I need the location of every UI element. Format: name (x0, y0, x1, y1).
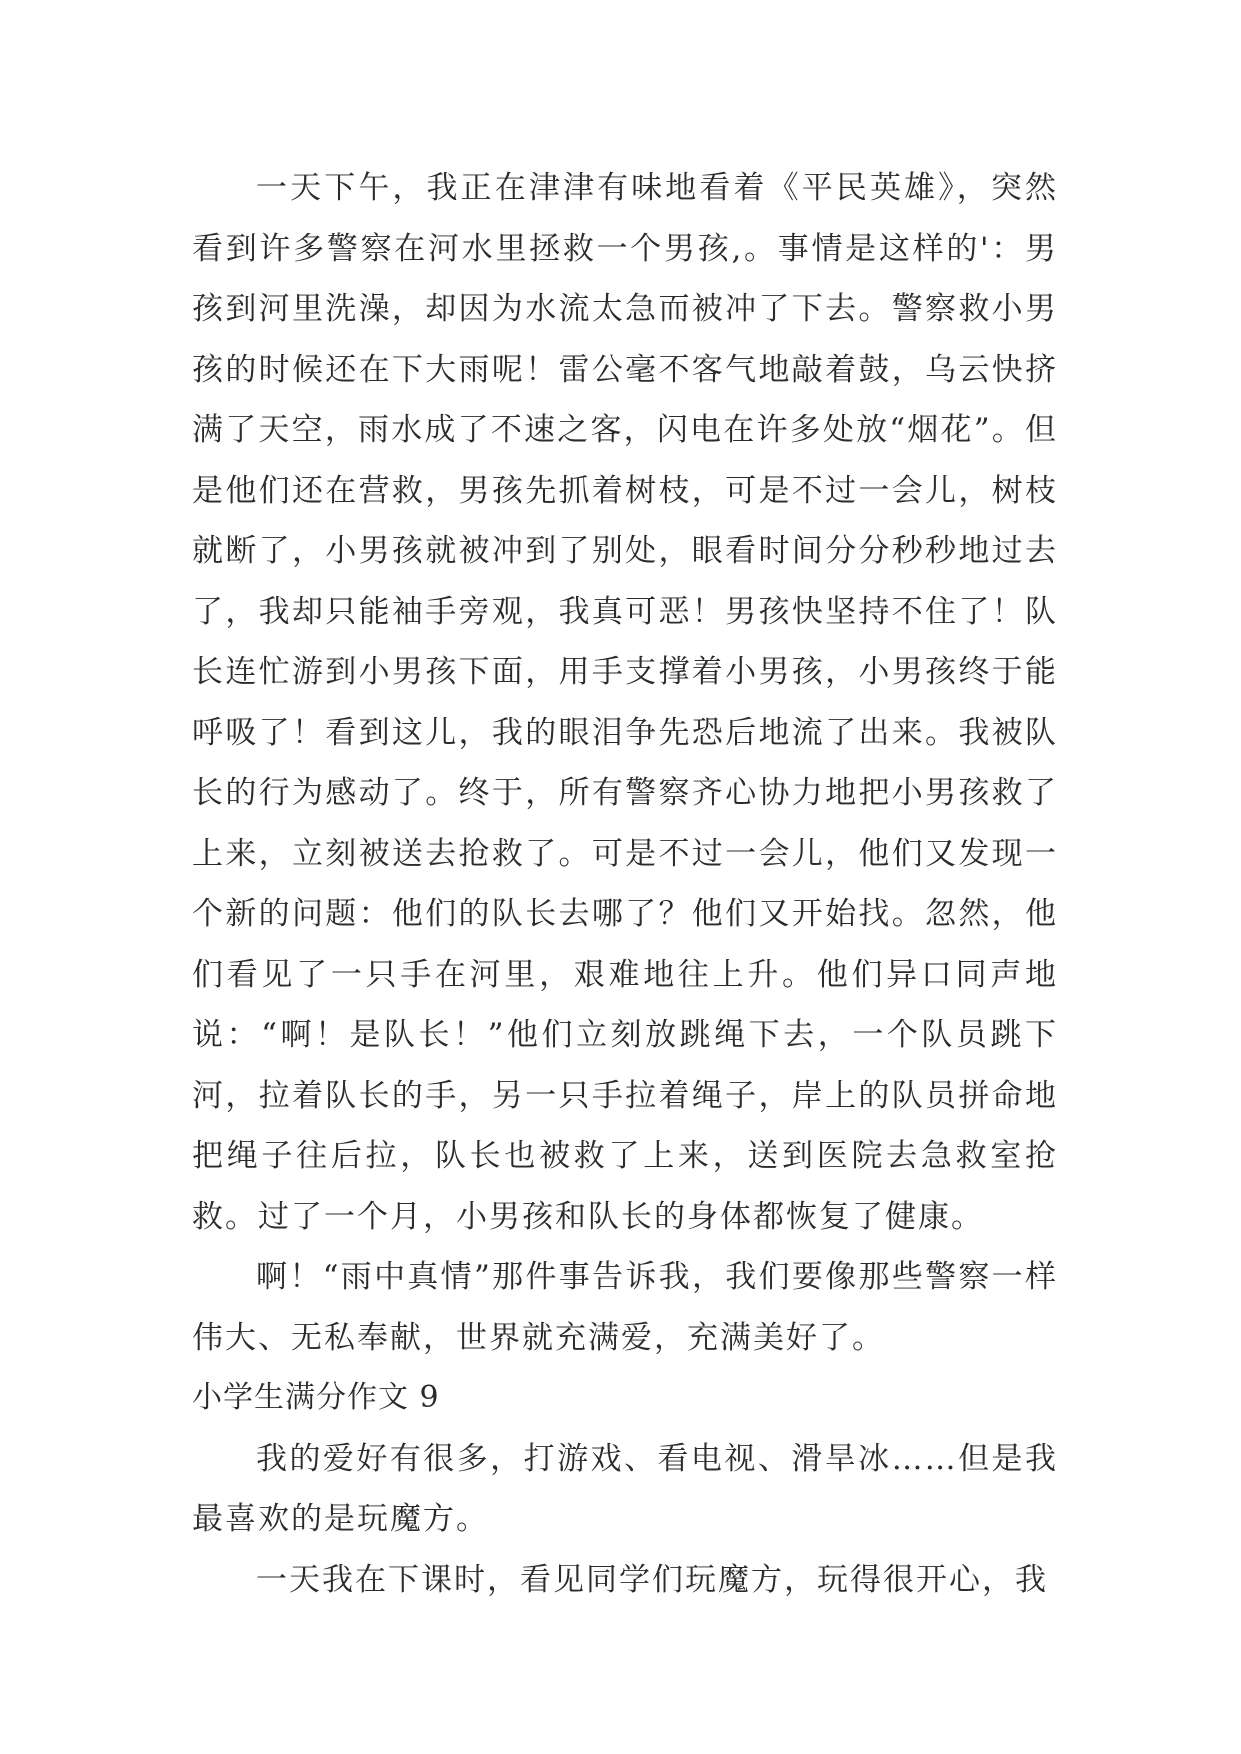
paragraph-rescue-story: 一天下午，我正在津津有味地看着《平民英雄》，突然看到许多警察在河水里拯救一个男孩,。事情是这样的'：男孩到河里洗澡，却因为水流太急而被冲了下去。警察救小男孩的时候还在下大雨呢！雷公毫不客气地敲着鼓，乌云快挤满了天空，雨水成了不速之客，闪电在许多处放“烟花”。但是他们还在营救，男孩先抓着树枝，可是不过一会儿，树枝就断了，小男孩就被冲到了别处，眼看时间分分秒秒地过去了，我却只能袖手旁观，我真可恶！男孩快坚持不住了！队长连忙游到小男孩下面，用手支撑着小男孩，小男孩终于能呼吸了！看到这儿，我的眼泪争先恐后地流了出来。我被队长的行为感动了。终于，所有警察齐心协力地把小男孩救了上来，立刻被送去抢救了。可是不过一会儿，他们又发现一个新的问题：他们的队长去哪了？他们又开始找。忽然，他们看见了一只手在河里，艰难地往上升。他们异口同声地说：“啊！是队长！”他们立刻放跳绳下去，一个队员跳下河，拉着队长的手，另一只手拉着绳子，岸上的队员拼命地把绳子往后拉，队长也被救了上来，送到医院去急救室抢救。过了一个月，小男孩和队长的身体都恢复了健康。 (192, 170, 1058, 1235)
document-body (192, 158, 1058, 1610)
paragraph-conclusion: 啊！“雨中真情”那件事告诉我，我们要像那些警察一样伟大、无私奉献，世界就充满爱，充满美好了。 (192, 1259, 1058, 1356)
essay-heading: 小学生满分作文 9 (192, 1380, 440, 1415)
paragraph-rubiks-cube: 一天我在下课时，看见同学们玩魔方，玩得很开心，我 (256, 1561, 1048, 1598)
paragraph-hobbies: 我的爱好有很多，打游戏、看电视、滑旱冰……但是我最喜欢的是玩魔方。 (192, 1440, 1058, 1537)
